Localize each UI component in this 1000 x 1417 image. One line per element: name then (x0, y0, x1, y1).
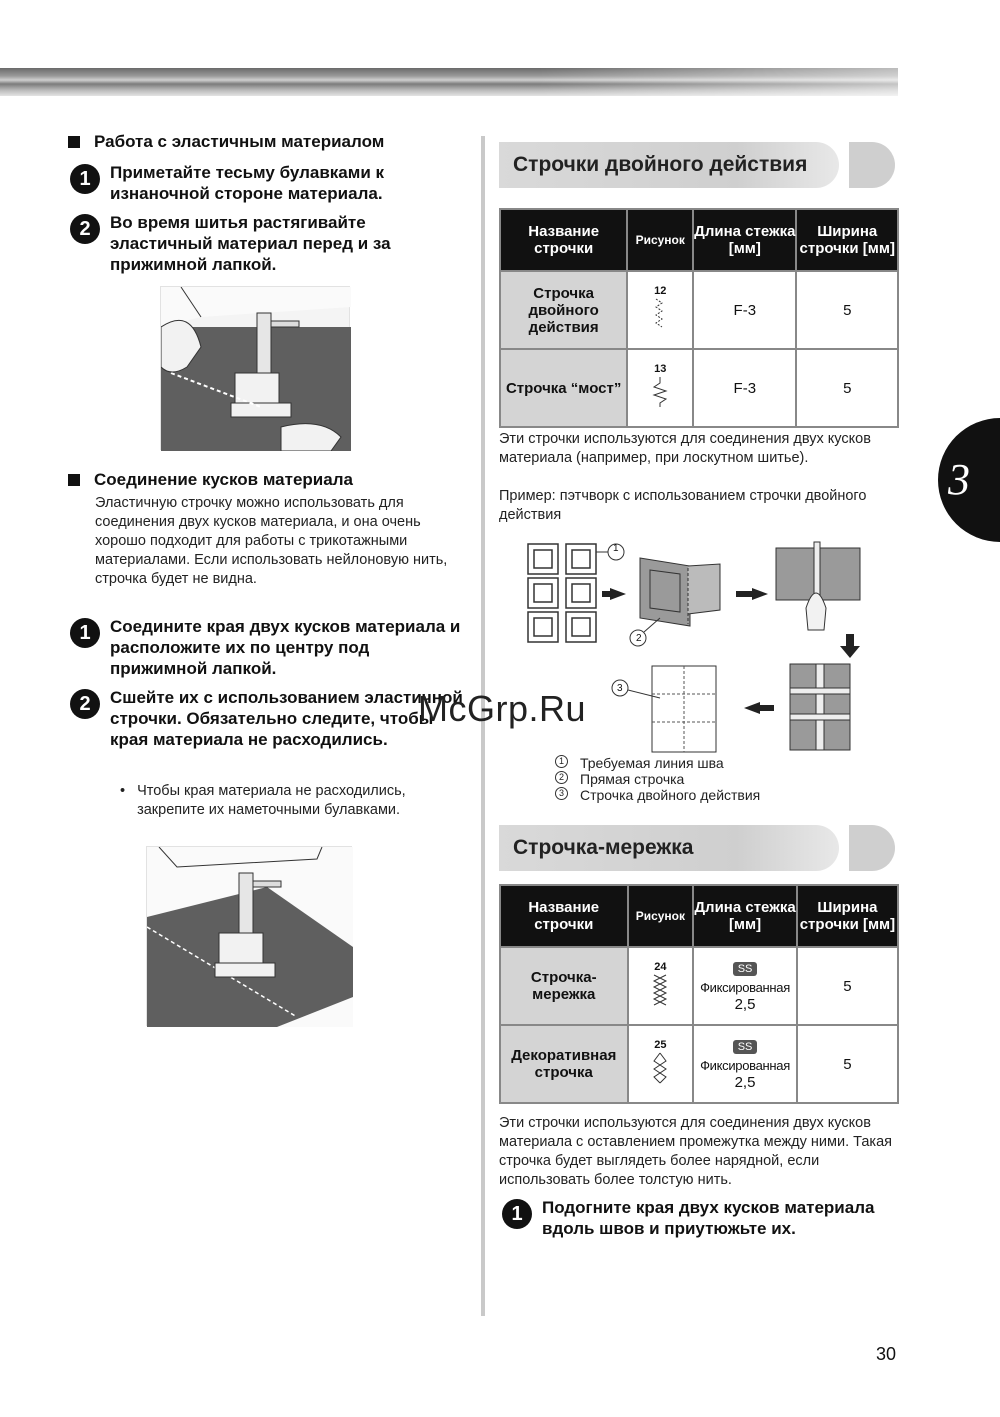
col-header-length: Длина стежка [мм] (693, 885, 797, 947)
step-text: Сшейте их с использованием эластичной строчки. Обязательно следите, чтобы края материала не расходились. (110, 688, 463, 749)
joining-heading: Соединение кусков материала (68, 470, 353, 490)
legend-item: 3 Строчка двойного действия (555, 787, 760, 803)
stitch-name: Строчка двойного действия (500, 271, 627, 349)
step-text: Подогните края двух кусков материала вдоль швов и приутюжьте их. (542, 1198, 875, 1238)
table-row (500, 1025, 898, 1103)
page-number: 30 (876, 1344, 897, 1364)
banner-tip (849, 825, 895, 871)
circled-number-icon: 2 (555, 771, 568, 784)
table-row (500, 947, 898, 1025)
stitch-width: 5 (796, 349, 898, 427)
square-bullet-icon (68, 136, 80, 148)
callout-3: 3 (617, 683, 623, 694)
square-bullet-icon (68, 474, 80, 486)
elastic-heading: Работа с эластичным материалом (68, 132, 384, 152)
stitch-width: 5 (796, 271, 898, 349)
step-number-icon: 1 (70, 164, 100, 194)
joining-step-1 (70, 616, 470, 679)
callout-2: 2 (636, 633, 642, 644)
elastic-sewing-illustration (160, 286, 350, 450)
double-action-note: Эти строчки используются для соединения двух кусков материала (например, при лоскутном шитье). (499, 431, 871, 466)
stitch-pattern: 12 (627, 271, 693, 349)
double-action-table (499, 208, 899, 428)
col-header-pattern: Рисунок (628, 885, 694, 947)
chapter-tab: 3 (938, 418, 1000, 542)
double-action-example: Пример: пэтчворк с использованием строчки двойного действия (499, 488, 867, 523)
elastic-step-1 (70, 162, 470, 204)
col-header-name: Название строчки (500, 885, 628, 947)
watermark: McGrp.Ru (418, 688, 587, 729)
decorative-stitch-icon (652, 1051, 668, 1085)
col-header-pattern: Рисунок (627, 209, 693, 271)
col-header-length: Длина стежка [мм] (693, 209, 796, 271)
col-header-name: Название строчки (500, 209, 627, 271)
joining-step-2 (70, 687, 470, 750)
stitch-length: SS Фиксированная 2,5 (693, 1025, 797, 1103)
step-number-icon: 2 (70, 689, 100, 719)
step-number-icon: 1 (502, 1199, 532, 1229)
joining-bullet: • Чтобы края материала не расходились, закрепите их наметочными булавками. (120, 783, 406, 818)
double-action-banner: Строчки двойного действия (499, 142, 839, 188)
fagoting-stitch-icon (652, 973, 668, 1007)
joining-intro: Эластичную строчку можно использовать для соединения двух кусков материала, и она очень хорошо подходит для работы с трикотажными материалами. Если использовать нейлоновую нить, строчка будет не видна. (95, 495, 448, 587)
stitch-name: Строчка-мережка (500, 947, 628, 1025)
stitch-width: 5 (797, 947, 898, 1025)
table-row (500, 271, 898, 349)
fagoting-step-1 (502, 1197, 892, 1239)
fagoting-table (499, 884, 899, 1104)
bullet-dot-icon: • (120, 783, 126, 799)
header-stripe-fade (0, 68, 898, 96)
step-text: Соедините края двух кусков материала и расположите их по центру под прижимной лапкой. (110, 617, 461, 678)
patchwork-legend (555, 755, 760, 803)
step-number-icon: 1 (70, 618, 100, 648)
stitch-width: 5 (797, 1025, 898, 1103)
step-text: Во время шитья растягивайте эластичный материал перед и за прижимной лапкой. (110, 213, 391, 274)
stitch-length: SS Фиксированная 2,5 (693, 947, 797, 1025)
double-action-stitch-icon (652, 297, 668, 331)
banner-tip (849, 142, 895, 188)
bridge-stitch-icon (652, 375, 668, 409)
legend-item: 2 Прямая строчка (555, 771, 760, 787)
step-text: Приметайте тесьму булавками к изнаночной стороне материала. (110, 163, 385, 203)
stitch-pattern: 24 (628, 947, 694, 1025)
callout-1: 1 (613, 543, 619, 554)
fagoting-note: Эти строчки используются для соединения двух кусков материала с оставлением промежутка между ними. Такая строчка будет выглядеть более нарядной, если использовать более толстую нить. (499, 1115, 892, 1188)
ss-badge: SS (733, 962, 758, 976)
elastic-step-2 (70, 212, 470, 275)
fagoting-banner: Строчка-мережка (499, 825, 839, 871)
ss-badge: SS (733, 1040, 758, 1054)
legend-item: 1 Требуемая линия шва (555, 755, 760, 771)
stitch-pattern: 25 (628, 1025, 694, 1103)
stitch-length: F-3 (693, 349, 796, 427)
stitch-name: Строчка “мост” (500, 349, 627, 427)
stitch-pattern: 13 (627, 349, 693, 427)
table-header-row (500, 209, 898, 271)
circled-number-icon: 1 (555, 755, 568, 768)
table-header-row (500, 885, 898, 947)
step-number-icon: 2 (70, 214, 100, 244)
joining-sewing-illustration (146, 846, 352, 1026)
stitch-length: F-3 (693, 271, 796, 349)
col-header-width: Ширина строчки [мм] (797, 885, 898, 947)
table-row (500, 349, 898, 427)
circled-number-icon: 3 (555, 787, 568, 800)
stitch-name: Декоративная строчка (500, 1025, 628, 1103)
col-header-width: Ширина строчки [мм] (796, 209, 898, 271)
